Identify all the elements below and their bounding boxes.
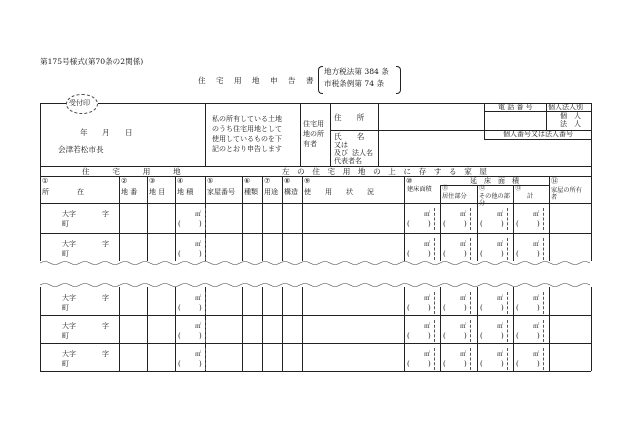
unit-label: ㎡ [533,241,540,248]
paren-close: ) [199,220,202,228]
divider [591,287,592,371]
divider [440,185,441,261]
divider [404,287,405,371]
unit-label: ㎡ [424,351,431,358]
divider [546,103,547,130]
oaza-label: 大字 [62,240,76,248]
paren-open: ( [407,332,410,340]
divider [147,176,148,261]
decimal-divider [470,238,471,260]
unit-label: ㎡ [533,323,540,330]
unit-label: ㎡ [195,323,202,330]
decimal-divider [507,320,508,342]
paren-open: ( [443,220,446,228]
decimal-divider [470,348,471,370]
divider [330,103,331,166]
decimal-divider [543,238,544,260]
paren-open: ( [178,250,181,258]
corp-label-1: 又は [334,141,348,149]
paren-close: ) [199,360,202,368]
col14-num: ⑭ [551,177,558,185]
law-line-1: 地方税法第 384 条 [324,67,389,76]
law-bracket [318,66,323,94]
col2-num: ② [121,177,128,185]
aza-label: 字 [102,350,109,358]
decimal-divider [434,238,435,260]
col12-num: ⑫ [479,185,486,192]
divider [477,287,478,371]
paren-open: ( [480,220,483,228]
col5-num: ⑤ [207,177,214,185]
col2-label: 地 番 [121,188,138,196]
oaza-label: 大字 [62,322,76,330]
unit-label: ㎡ [424,295,431,302]
unit-label: ㎡ [460,323,467,330]
paren-close: ) [501,304,504,312]
unit-label: ㎡ [460,211,467,218]
declaration-line-1: 私の所有している土地 [212,115,282,123]
decimal-divider [543,292,544,314]
col13-num: ⑬ [515,185,522,192]
machi-label: 町 [62,360,69,368]
aza-label: 字 [102,322,109,330]
unit-label: ㎡ [195,211,202,218]
col8-label: 構造 [284,188,298,196]
declaration-line-3: 使用しているものを下 [212,135,282,143]
paren-open: ( [407,250,410,258]
divider [175,287,176,371]
col10-num: ⑩ [406,177,413,185]
divider [119,176,120,261]
date-month: 月 [102,128,110,137]
unit-label: ㎡ [497,323,504,330]
divider [282,287,283,371]
paren-close: ) [428,304,431,312]
decimal-divider [205,208,206,230]
decimal-divider [470,320,471,342]
divider [440,287,441,371]
divider [484,103,485,130]
divider [300,103,301,166]
unit-label: ㎡ [460,295,467,302]
paren-close: ) [464,220,467,228]
divider [513,185,514,261]
col3-label: 地 目 [149,188,166,196]
paren-close: ) [199,304,202,312]
unit-label: ㎡ [497,211,504,218]
unit-label: ㎡ [460,241,467,248]
divider [40,315,591,316]
decimal-divider [205,292,206,314]
col7-label: 用途 [264,188,278,196]
oaza-label: 大字 [62,210,76,218]
paren-close: ) [464,250,467,258]
col6-label: 種類 [244,188,258,196]
col10-label: 建床面積 [407,186,432,193]
divider [378,103,379,166]
wavy-break-bottom [40,282,590,288]
decimal-divider [543,320,544,342]
paren-open: ( [407,304,410,312]
paren-open: ( [178,332,181,340]
paren-open: ( [443,304,446,312]
col1-label: 所 在 [42,188,84,196]
addressee: 会津若松市長 [58,145,104,154]
unit-label: ㎡ [497,241,504,248]
id-number-label: 個人番号又は法人番号 [503,130,573,138]
paren-close: ) [428,360,431,368]
paren-close: ) [428,220,431,228]
individual-label: 個 人 [560,112,581,120]
unit-label: ㎡ [533,295,540,302]
unit-label: ㎡ [497,351,504,358]
col4-num: ④ [177,177,184,185]
divider [404,176,405,261]
paren-open: ( [407,360,410,368]
owner-label-3: 有者 [303,140,317,148]
decimal-divider [470,292,471,314]
decimal-divider [205,238,206,260]
divider [175,176,176,261]
unit-label: ㎡ [195,351,202,358]
unit-label: ㎡ [497,295,504,302]
decimal-divider [543,208,544,230]
decimal-divider [507,238,508,260]
divider [242,287,243,371]
owner-label-2: 地の所 [303,130,324,138]
receipt-stamp: 受付印 [69,99,90,107]
table-left-border [40,103,41,261]
form-number: 第175号様式(第70条の2関係) [40,57,144,66]
col12-label: その他の部分 [479,193,510,207]
divider [262,176,263,261]
date-day: 日 [125,128,133,137]
paren-close: ) [464,360,467,368]
aza-label: 字 [102,294,109,302]
paren-open: ( [443,332,446,340]
decimal-divider [507,208,508,230]
paren-open: ( [407,220,410,228]
col13-label: 計 [527,193,534,200]
unit-label: ㎡ [460,351,467,358]
paren-open: ( [480,332,483,340]
paren-close: ) [537,360,540,368]
unit-label: ㎡ [424,211,431,218]
col9-num: ⑨ [304,177,311,185]
paren-close: ) [464,304,467,312]
divider [40,203,591,204]
paren-close: ) [501,332,504,340]
unit-label: ㎡ [195,295,202,302]
col8-num: ⑧ [284,177,291,185]
col3-num: ③ [149,177,156,185]
decimal-divider [507,348,508,370]
col14-label: 家屋の所有者 [551,187,582,202]
paren-open: ( [480,304,483,312]
unit-label: ㎡ [424,323,431,330]
machi-label: 町 [62,250,69,258]
table-right-border [591,103,592,261]
address-label: 住 所 [334,113,365,122]
paren-open: ( [480,360,483,368]
decimal-divider [434,320,435,342]
unit-label: ㎡ [533,211,540,218]
paren-open: ( [516,360,519,368]
paren-close: ) [428,250,431,258]
divider [477,185,478,261]
decimal-divider [507,292,508,314]
paren-close: ) [464,332,467,340]
form-title: 住 宅 用 地 申 告 書 [198,76,318,85]
unit-label: ㎡ [533,351,540,358]
machi-label: 町 [62,332,69,340]
paren-open: ( [516,304,519,312]
declaration-line-4: 記のとおり申告します [212,145,282,153]
aza-label: 字 [102,210,109,218]
divider [40,233,591,234]
paren-close: ) [501,360,504,368]
paren-open: ( [178,304,181,312]
unit-label: ㎡ [424,241,431,248]
divider [205,103,206,166]
divider [549,287,550,371]
machi-label: 町 [62,304,69,312]
decimal-divider [205,348,206,370]
col6-num: ⑥ [244,177,251,185]
paren-open: ( [178,360,181,368]
divider [302,176,303,261]
paren-close: ) [501,250,504,258]
name-label: 氏 名 [334,132,365,141]
decimal-divider [434,292,435,314]
divider [484,130,485,139]
corp-name-label: 法人名 [352,149,373,157]
unit-label: ㎡ [195,241,202,248]
divider [440,185,549,186]
paren-close: ) [537,332,540,340]
col1-num: ① [42,177,49,185]
divider [119,287,120,371]
paren-close: ) [537,304,540,312]
divider [40,343,591,344]
paren-close: ) [537,220,540,228]
paren-open: ( [516,332,519,340]
divider [40,287,41,371]
col9-label: 使 用 状 況 [304,188,374,196]
individual-corp-label: 個人法人別 [548,103,583,111]
col7-num: ⑦ [264,177,271,185]
divider [302,287,303,371]
decimal-divider [543,348,544,370]
col11-num: ⑪ [442,185,449,192]
divider [282,176,283,261]
aza-label: 字 [102,240,109,248]
paren-close: ) [199,250,202,258]
paren-open: ( [516,250,519,258]
paren-close: ) [428,332,431,340]
decimal-divider [470,208,471,230]
paren-close: ) [501,220,504,228]
wavy-break-top [40,260,590,266]
paren-open: ( [480,250,483,258]
decimal-divider [205,320,206,342]
paren-open: ( [516,220,519,228]
phone-label: 電 話 番 号 [498,103,533,111]
divider [549,176,550,261]
section-land: 住 宅 用 地 [82,167,181,176]
divider [242,176,243,261]
section-building: 左 の 住 宅 用 地 の 上 に 存 す る 家 屋 [282,167,488,176]
decimal-divider [434,348,435,370]
paren-open: ( [443,360,446,368]
floor-area-label: 延 床 面 積 [470,177,519,185]
declaration-line-2: のうち住宅用地として [212,125,282,133]
date-year: 年 [80,128,88,137]
divider [262,287,263,371]
divider [147,287,148,371]
law-bracket-close [396,66,401,94]
corp-label-2: 及び [334,149,348,157]
divider [484,139,591,140]
divider [513,287,514,371]
col11-label: 居住部分 [442,193,467,200]
owner-label-1: 住宅用 [303,120,324,128]
machi-label: 町 [62,220,69,228]
paren-open: ( [443,250,446,258]
corporation-label: 法 人 [560,120,581,128]
col5-label: 家屋番号 [207,188,235,196]
paren-close: ) [199,332,202,340]
col4-label: 地 積 [177,188,194,196]
paren-close: ) [537,250,540,258]
law-line-2: 市税条例第 74 条 [324,79,385,88]
paren-open: ( [178,220,181,228]
oaza-label: 大字 [62,350,76,358]
corp-label-3: 代表者名 [334,157,362,165]
decimal-divider [434,208,435,230]
divider [40,371,591,372]
oaza-label: 大字 [62,294,76,302]
